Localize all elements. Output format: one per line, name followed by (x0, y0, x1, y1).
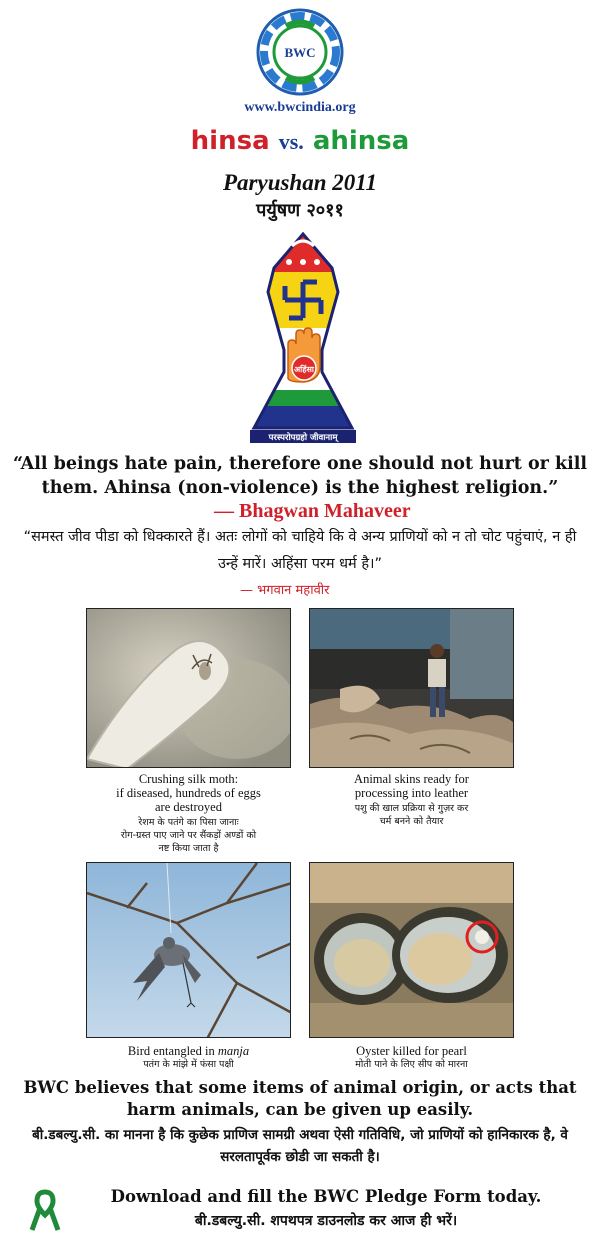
quote-english: “All beings hate pain, therefore one should not hurt or kill them. Ahinsa (non-violence) is the highest religion.” (12, 454, 588, 498)
pearl (475, 930, 489, 944)
caption-silk-moth-en-1: Crushing silk moth: (138, 772, 239, 786)
caption-bird-manja-en (86, 1044, 291, 1058)
belief-hindi: बी.डबल्यु.सी. का मानना है कि कुछेक प्राणिज सामग्री अथवा ऐसी गतिविधि, जो प्राणियों को हानिकारक है, वे सरलतापूर्वक छोडी जा सकती है। (32, 1127, 568, 1165)
awareness-ribbon-icon (28, 1188, 62, 1232)
caption-silk-moth-hi-2: रोग-ग्रस्त पाए जाने पर सैंकड़ों अण्डों को (120, 830, 257, 841)
emblem-motto: परस्परोपग्रहो जीवानाम् (268, 433, 338, 443)
caption-silk-moth-en-3: are destroyed (155, 800, 222, 814)
caption-oyster-pearl-hi: मोती पाने के लिए सीप को मारना (355, 1059, 468, 1070)
caption-bird-manja-en-prefix: Bird entangled in (127, 1044, 218, 1058)
jain-emblem (248, 232, 358, 444)
headline-ahinsa: ahinsa (312, 126, 410, 156)
pledge-cta-hindi[interactable]: बी.डबल्यु.सी. शपथपत्र डाउनलोड कर आज ही भरें। (194, 1213, 458, 1229)
quote-hindi: “समस्त जीव पीडा को धिक्कारते हैं। अतः लोगों को चाहिये कि वे अन्य प्राणियों को न तो चोट पहुंचाएं, न ही उन्हें मारें। अहिंसा परम धर्म है।” (23, 529, 577, 572)
caption-bird-manja-en-emph: manja (217, 1044, 250, 1058)
caption-animal-skins (309, 772, 514, 828)
ahimsa-word: अहिंसा (294, 365, 314, 374)
caption-silk-moth (86, 772, 291, 855)
belief-english: BWC believes that some items of animal origin, or acts that harm animals, can be given up easily. (23, 1078, 577, 1119)
logo-text: BWC (284, 45, 316, 60)
pledge-cta-english[interactable]: Download and fill the BWC Pledge Form today. (110, 1187, 542, 1206)
quote-author: — Bhagwan Mahaveer (214, 500, 411, 522)
quote-author-hindi: — भगवान महावीर (240, 583, 330, 598)
bwc-logo (256, 8, 344, 96)
caption-bird-manja-hi: पतंग के मांझे में फंसा पक्षी (143, 1059, 234, 1070)
headline-hinsa: hinsa (190, 126, 270, 156)
caption-animal-skins-en-2: processing into leather (354, 786, 469, 800)
caption-animal-skins-hi-2: चर्म बनने को तैयार (379, 816, 444, 827)
photo-oyster-pearl (309, 862, 514, 1038)
caption-animal-skins-hi-1: पशु की खाल प्रक्रिया से गुज़र कर (354, 803, 469, 814)
photo-bird-manja (86, 862, 291, 1038)
caption-silk-moth-hi-3: नष्ट किया जाता है (158, 843, 219, 854)
event-title-hindi: पर्युषण २०११ (256, 200, 344, 221)
caption-bird-manja (86, 1044, 291, 1071)
caption-silk-moth-hi-1: रेशम के पतंगे का पिसा जानाः (138, 817, 239, 828)
photo-silk-moth (86, 608, 291, 768)
site-url[interactable]: www.bwcindia.org (244, 100, 356, 115)
headline-vs: vs. (278, 129, 304, 154)
event-title: Paryushan 2011 (222, 170, 377, 195)
caption-silk-moth-en-2: if diseased, hundreds of eggs (116, 786, 261, 800)
caption-oyster-pearl (309, 1044, 514, 1071)
photo-animal-skins (309, 608, 514, 768)
caption-oyster-pearl-en: Oyster killed for pearl (356, 1044, 467, 1058)
caption-animal-skins-en-1: Animal skins ready for (354, 772, 469, 786)
headline (0, 124, 600, 159)
